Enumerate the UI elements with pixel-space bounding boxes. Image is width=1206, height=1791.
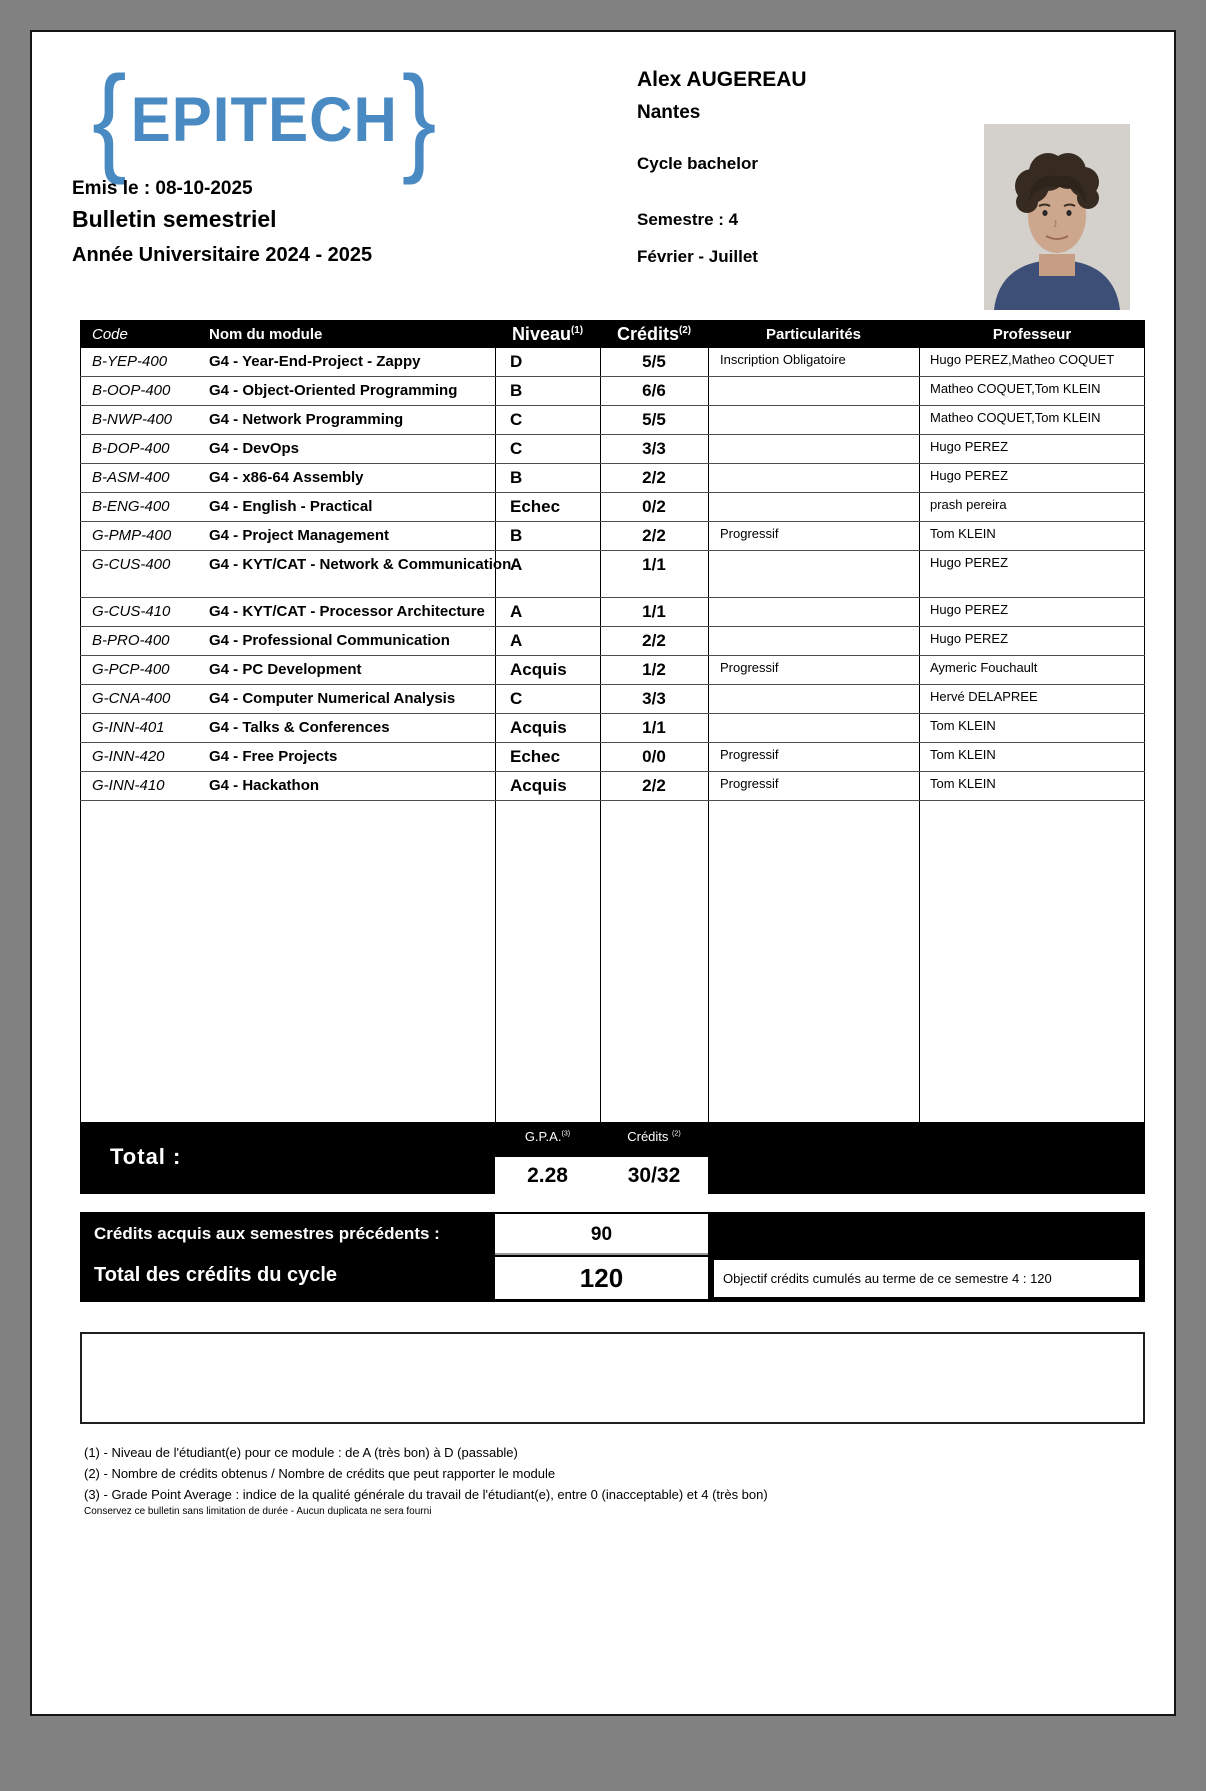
module-particularity bbox=[708, 493, 919, 521]
student-cycle: Cycle bachelor bbox=[637, 154, 758, 173]
module-code: G-INN-410 bbox=[92, 777, 165, 794]
module-particularity bbox=[708, 627, 919, 655]
footnote-2: (2) - Nombre de crédits obtenus / Nombre de crédits que peut rapporter le module bbox=[84, 1466, 556, 1481]
module-code: G-PMP-400 bbox=[92, 527, 172, 544]
module-credits: 0/2 bbox=[642, 497, 666, 516]
header-credits: Crédits$^{(2)}$ bbox=[616, 323, 692, 344]
table-row bbox=[80, 743, 1145, 772]
module-level: C bbox=[510, 439, 523, 458]
module-professor: Tom KLEIN bbox=[930, 526, 996, 541]
module-level: C bbox=[510, 689, 523, 708]
header-level: Niveau$^{(1)}$ bbox=[511, 323, 584, 344]
table-row bbox=[80, 685, 1145, 714]
module-credits: 2/2 bbox=[642, 468, 666, 487]
student-city: Nantes bbox=[637, 102, 701, 123]
table-row bbox=[80, 348, 1145, 377]
module-level: Acquis bbox=[510, 776, 567, 795]
logo-left-brace-icon: { bbox=[92, 52, 127, 186]
module-name: G4 - DevOps bbox=[209, 440, 300, 457]
module-credits: 1/1 bbox=[642, 718, 666, 737]
module-particularity bbox=[708, 714, 919, 742]
module-level: B bbox=[510, 526, 523, 545]
credits-column-label: Crédits $^{(2)}$ bbox=[627, 1129, 681, 1144]
table-header-row bbox=[80, 320, 1145, 348]
module-code: B-PRO-400 bbox=[92, 632, 170, 649]
module-name: G4 - Professional Communication bbox=[209, 632, 450, 649]
module-credits: 5/5 bbox=[642, 352, 666, 371]
bulletin-page bbox=[30, 30, 1176, 1716]
module-credits: 2/2 bbox=[642, 631, 666, 650]
module-credits: 1/2 bbox=[642, 660, 666, 679]
module-professor: Hervé DELAPREE bbox=[930, 689, 1038, 704]
module-level: Echec bbox=[510, 497, 561, 516]
table-row bbox=[80, 406, 1145, 435]
module-particularity bbox=[708, 406, 919, 434]
table-row bbox=[80, 714, 1145, 743]
module-code: B-DOP-400 bbox=[92, 440, 170, 457]
module-level: D bbox=[510, 352, 523, 371]
cycle-credits-value: 120 bbox=[495, 1257, 708, 1299]
emitted-date: Emis le : 08-10-2025 bbox=[72, 178, 253, 199]
student-photo bbox=[984, 124, 1130, 310]
module-name: G4 - English - Practical bbox=[209, 498, 373, 515]
total-credits-value: 30/32 bbox=[627, 1164, 681, 1187]
module-code: B-ASM-400 bbox=[92, 469, 170, 486]
module-professor: Tom KLEIN bbox=[930, 718, 996, 733]
comments-box bbox=[80, 1332, 1145, 1424]
cycle-credits-label: Total des crédits du cycle bbox=[94, 1264, 338, 1286]
semester-period: Février - Juillet bbox=[637, 247, 758, 266]
header-particularities: Particularités bbox=[765, 325, 862, 343]
module-level: A bbox=[510, 555, 523, 574]
module-particularity bbox=[708, 551, 919, 597]
module-professor: prash pereira bbox=[930, 497, 1007, 512]
total-values-box bbox=[495, 1157, 708, 1194]
student-name: Alex AUGEREAU bbox=[637, 68, 807, 91]
module-credits: 5/5 bbox=[642, 410, 666, 429]
module-professor: Hugo PEREZ bbox=[930, 468, 1009, 483]
module-professor: Hugo PEREZ bbox=[930, 439, 1009, 454]
academic-year: Année Universitaire 2024 - 2025 bbox=[72, 244, 373, 266]
module-name: G4 - KYT/CAT - Processor Architecture bbox=[209, 603, 485, 620]
module-level: C bbox=[510, 410, 523, 429]
module-professor: Tom KLEIN bbox=[930, 776, 996, 791]
table-row bbox=[80, 656, 1145, 685]
module-particularity: Inscription Obligatoire bbox=[720, 352, 846, 367]
module-name: G4 - Network Programming bbox=[209, 411, 404, 428]
module-credits: 0/0 bbox=[642, 747, 666, 766]
document-title: Bulletin semestriel bbox=[72, 206, 277, 232]
module-particularity bbox=[708, 685, 919, 713]
module-professor: Aymeric Fouchault bbox=[930, 660, 1038, 675]
module-professor: Hugo PEREZ,Matheo COQUET bbox=[930, 352, 1115, 367]
epitech-logo bbox=[92, 52, 437, 186]
module-rows bbox=[80, 348, 1145, 1122]
module-credits: 2/2 bbox=[642, 526, 666, 545]
module-name: G4 - Hackathon bbox=[209, 777, 320, 794]
module-credits: 1/1 bbox=[642, 555, 666, 574]
header-code: Code bbox=[92, 325, 128, 343]
module-level: B bbox=[510, 468, 523, 487]
module-name: G4 - Project Management bbox=[209, 527, 390, 544]
module-level: B bbox=[510, 381, 523, 400]
module-code: B-NWP-400 bbox=[92, 411, 173, 428]
module-code: B-YEP-400 bbox=[92, 353, 168, 370]
keep-notice: Conservez ce bulletin sans limitation de durée - Aucun duplicata ne sera fourni bbox=[84, 1506, 432, 1517]
module-particularity: Progressif bbox=[720, 526, 779, 541]
module-code: G-CUS-400 bbox=[92, 556, 171, 573]
module-professor: Hugo PEREZ bbox=[930, 555, 1009, 570]
module-professor: Matheo COQUET,Tom KLEIN bbox=[930, 381, 1101, 396]
header-module-name: Nom du module bbox=[209, 325, 323, 343]
footnote-3: (3) - Grade Point Average : indice de la qualité générale du travail de l'étudiant(e), entre 0 (inacceptable) et 4 (très bon) bbox=[84, 1487, 768, 1502]
table-row bbox=[80, 627, 1145, 656]
header-professor: Professeur bbox=[992, 325, 1072, 343]
table-row bbox=[80, 772, 1145, 801]
module-name: G4 - Object-Oriented Programming bbox=[209, 382, 458, 399]
module-level: Echec bbox=[510, 747, 561, 766]
table-row bbox=[80, 377, 1145, 406]
total-band bbox=[80, 1122, 1145, 1194]
module-particularity bbox=[708, 435, 919, 463]
module-code: G-CUS-410 bbox=[92, 603, 171, 620]
module-name: G4 - PC Development bbox=[209, 661, 362, 678]
table-row bbox=[80, 464, 1145, 493]
module-code: G-CNA-400 bbox=[92, 690, 171, 707]
module-code: G-INN-401 bbox=[92, 719, 165, 736]
module-level: A bbox=[510, 631, 523, 650]
module-code: B-OOP-400 bbox=[92, 382, 171, 399]
module-name: G4 - Free Projects bbox=[209, 748, 338, 765]
module-particularity bbox=[708, 377, 919, 405]
module-name: G4 - KYT/CAT - Network & Communication bbox=[209, 556, 512, 573]
table-row bbox=[80, 435, 1145, 464]
total-label: Total : bbox=[110, 1144, 182, 1169]
module-credits: 1/1 bbox=[642, 602, 666, 621]
previous-credits-value: 90 bbox=[495, 1214, 708, 1255]
module-professor: Hugo PEREZ bbox=[930, 631, 1009, 646]
module-particularity: Progressif bbox=[720, 660, 779, 675]
table-row bbox=[80, 522, 1145, 551]
credits-summary-block bbox=[80, 1212, 1145, 1302]
footnote-1: (1) - Niveau de l'étudiant(e) pour ce module : de A (très bon) à D (passable) bbox=[84, 1445, 518, 1460]
module-name: G4 - Computer Numerical Analysis bbox=[209, 690, 456, 707]
module-code: B-ENG-400 bbox=[92, 498, 170, 515]
module-particularity bbox=[708, 598, 919, 626]
table-row bbox=[80, 551, 1145, 598]
module-credits: 6/6 bbox=[642, 381, 666, 400]
module-professor: Tom KLEIN bbox=[930, 747, 996, 762]
module-particularity bbox=[708, 464, 919, 492]
student-semester: Semestre : 4 bbox=[637, 210, 739, 229]
module-particularity: Progressif bbox=[720, 776, 779, 791]
module-credits: 2/2 bbox=[642, 776, 666, 795]
module-professor: Hugo PEREZ bbox=[930, 602, 1009, 617]
gpa-value: 2.28 bbox=[527, 1164, 568, 1187]
previous-credits-label: Crédits acquis aux semestres précédents : bbox=[94, 1224, 440, 1243]
module-credits: 3/3 bbox=[642, 439, 666, 458]
module-professor: Matheo COQUET,Tom KLEIN bbox=[930, 410, 1101, 425]
module-level: Acquis bbox=[510, 660, 567, 679]
module-level: A bbox=[510, 602, 523, 621]
table-row bbox=[80, 598, 1145, 627]
module-code: G-PCP-400 bbox=[92, 661, 170, 678]
module-name: G4 - x86-64 Assembly bbox=[209, 469, 364, 486]
credits-objective-note: Objectif crédits cumulés au terme de ce semestre 4 : 120 bbox=[714, 1260, 1139, 1297]
module-particularity: Progressif bbox=[720, 747, 779, 762]
module-name: G4 - Year-End-Project - Zappy bbox=[209, 353, 421, 370]
logo-text: EPITECH bbox=[130, 83, 398, 155]
module-name: G4 - Talks & Conferences bbox=[209, 719, 390, 736]
logo-right-brace-icon: } bbox=[401, 52, 437, 186]
gpa-column-label: G.P.A.$^{(3)}$ bbox=[524, 1129, 571, 1144]
module-level: Acquis bbox=[510, 718, 567, 737]
module-code: G-INN-420 bbox=[92, 748, 165, 765]
table-row bbox=[80, 493, 1145, 522]
module-credits: 3/3 bbox=[642, 689, 666, 708]
